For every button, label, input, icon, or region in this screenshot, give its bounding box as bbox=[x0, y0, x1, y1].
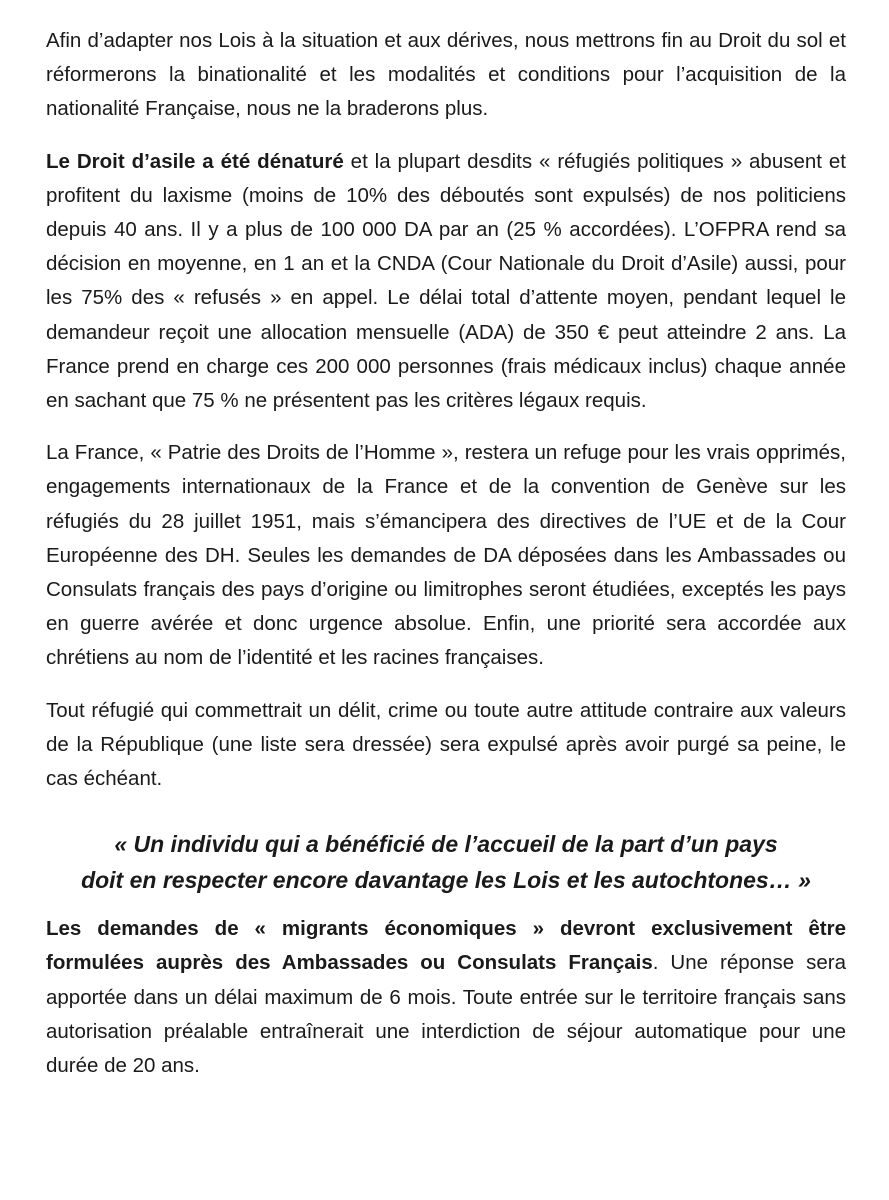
document-page bbox=[46, 24, 846, 1101]
paragraph-text: . Une réponse sera apportée dans un délai maximum de 6 mois. Toute entrée sur le territoire français sans autorisation préalable entraînerait une interdiction de séjour automatique pour une durée de 20 ans. bbox=[46, 951, 846, 1078]
paragraph-text: et la plupart desdits « réfugiés politiques » abusent et profitent du laxisme (moins de 10% des déboutés sont expulsés) de nos politiciens depuis 40 ans. Il y a plus de 100 000 DA par an (25 % accordées). L’OFPRA rend sa décision en moyenne, en 1 an et la CNDA (Cour Nationale du Droit d’Asile) aussi, pour les 75% des « refusés » en appel. Le délai total d’attente moyen, pendant lequel le demandeur reçoit une allocation mensuelle (ADA) de 350 € peut atteindre 2 ans. La France prend en charge ces 200 000 personnes (frais médicaux inclus) chaque année en sachant que 75 % ne présentent pas les critères légaux requis. bbox=[46, 149, 846, 413]
quote-line-1: « Un individu qui a bénéficié de l’accueil de la part d’un pays bbox=[114, 831, 778, 858]
paragraph-lead-bold: Les demandes de « migrants économiques » devront exclusivement être formulées auprès des Ambassades ou Consulats Français bbox=[46, 917, 846, 975]
paragraph-refuge bbox=[46, 436, 846, 675]
pull-quote bbox=[46, 826, 846, 898]
paragraph-economic-migrants bbox=[46, 912, 846, 1083]
paragraph-lead-bold: Le Droit d’asile a été dénaturé bbox=[46, 149, 344, 173]
paragraph-nationality bbox=[46, 24, 846, 127]
paragraph-text: La France, « Patrie des Droits de l’Homme », restera un refuge pour les vrais opprimés, engagements internationaux de la France et de la convention de Genève sur les réfugiés du 28 juillet 1951, mais s’émancipera des directives de l’UE et de la Cour Européenne des DH. Seules les demandes de DA déposées dans les Ambassades ou Consulats français des pays d’origine ou limitrophes seront étudiées, exceptés les pays en guerre avérée et donc urgence absolue. Enfin, une priorité sera accordée aux chrétiens au nom de l’identité et les racines françaises. bbox=[46, 441, 846, 670]
paragraph-expulsion bbox=[46, 694, 846, 797]
paragraph-text: Tout réfugié qui commettrait un délit, crime ou toute autre attitude contraire aux valeurs de la République (une liste sera dressée) sera expulsé après avoir purgé sa peine, le cas échéant. bbox=[46, 698, 846, 791]
paragraph-text: Afin d’adapter nos Lois à la situation et aux dérives, nous mettrons fin au Droit du sol et réformerons la binationalité et les modalités et conditions pour l’acquisition de la nationalité Française, nous ne la braderons plus. bbox=[46, 29, 846, 121]
quote-line-2: doit en respecter encore davantage les Lois et les autochtones… » bbox=[81, 867, 811, 894]
paragraph-asylum bbox=[46, 145, 846, 419]
